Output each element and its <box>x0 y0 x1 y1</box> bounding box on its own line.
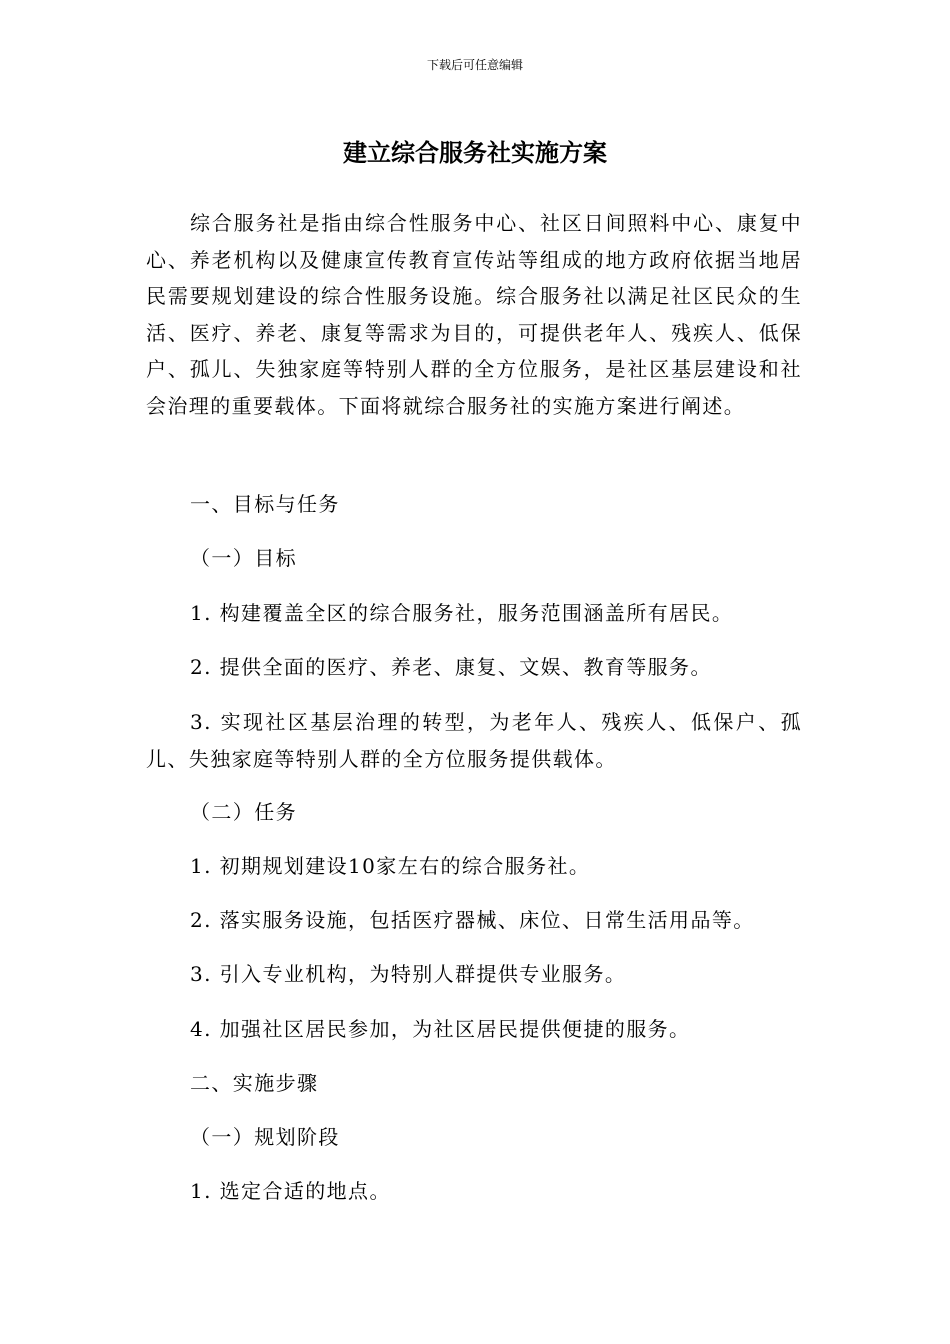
planning-item-1: 1. 选定合适的地点。 <box>190 1179 391 1203</box>
task-item-2: 2. 落实服务设施，包括医疗器械、床位、日常生活用品等。 <box>190 908 755 932</box>
section-2-heading: 二、实施步骤 <box>190 1071 319 1095</box>
document-title: 建立综合服务社实施方案 <box>343 139 607 167</box>
section-1-heading: 一、目标与任务 <box>190 492 340 516</box>
task-item-4: 4. 加强社区居民参加，为社区居民提供便捷的服务。 <box>190 1017 691 1041</box>
section-2-sub-1-heading: （一）规划阶段 <box>190 1125 340 1149</box>
goal-item-3: 3. 实现社区基层治理的转型，为老年人、残疾人、低保户、孤儿、失独家庭等特别人群的全方位服务提供载体。 <box>146 710 802 771</box>
section-1-sub-2-heading: （二）任务 <box>190 800 297 824</box>
header-note: 下载后可任意编辑 <box>426 58 523 72</box>
task-item-1: 1. 初期规划建设10家左右的综合服务社。 <box>190 854 591 878</box>
goal-item-2: 2. 提供全面的医疗、养老、康复、文娱、教育等服务。 <box>190 655 712 679</box>
goal-item-1: 1. 构建覆盖全区的综合服务社，服务范围涵盖所有居民。 <box>190 601 734 625</box>
intro-paragraph: 综合服务社是指由综合性服务中心、社区日间照料中心、康复中心、养老机构以及健康宣传教育宣传站等组成的地方政府依据当地居民需要规划建设的综合性服务设施。综合服务社以满足社区民众的生活、医疗、养老、康复等需求为目的，可提供老年人、残疾人、低保户、孤儿、失独家庭等特别人群的全方位服务，是社区基层建设和社会治理的重要载体。下面将就综合服务社的实施方案进行阐述。 <box>146 211 802 418</box>
section-1-sub-1-heading: （一）目标 <box>190 546 297 570</box>
task-item-3: 3. 引入专业机构，为特别人群提供专业服务。 <box>190 962 627 986</box>
